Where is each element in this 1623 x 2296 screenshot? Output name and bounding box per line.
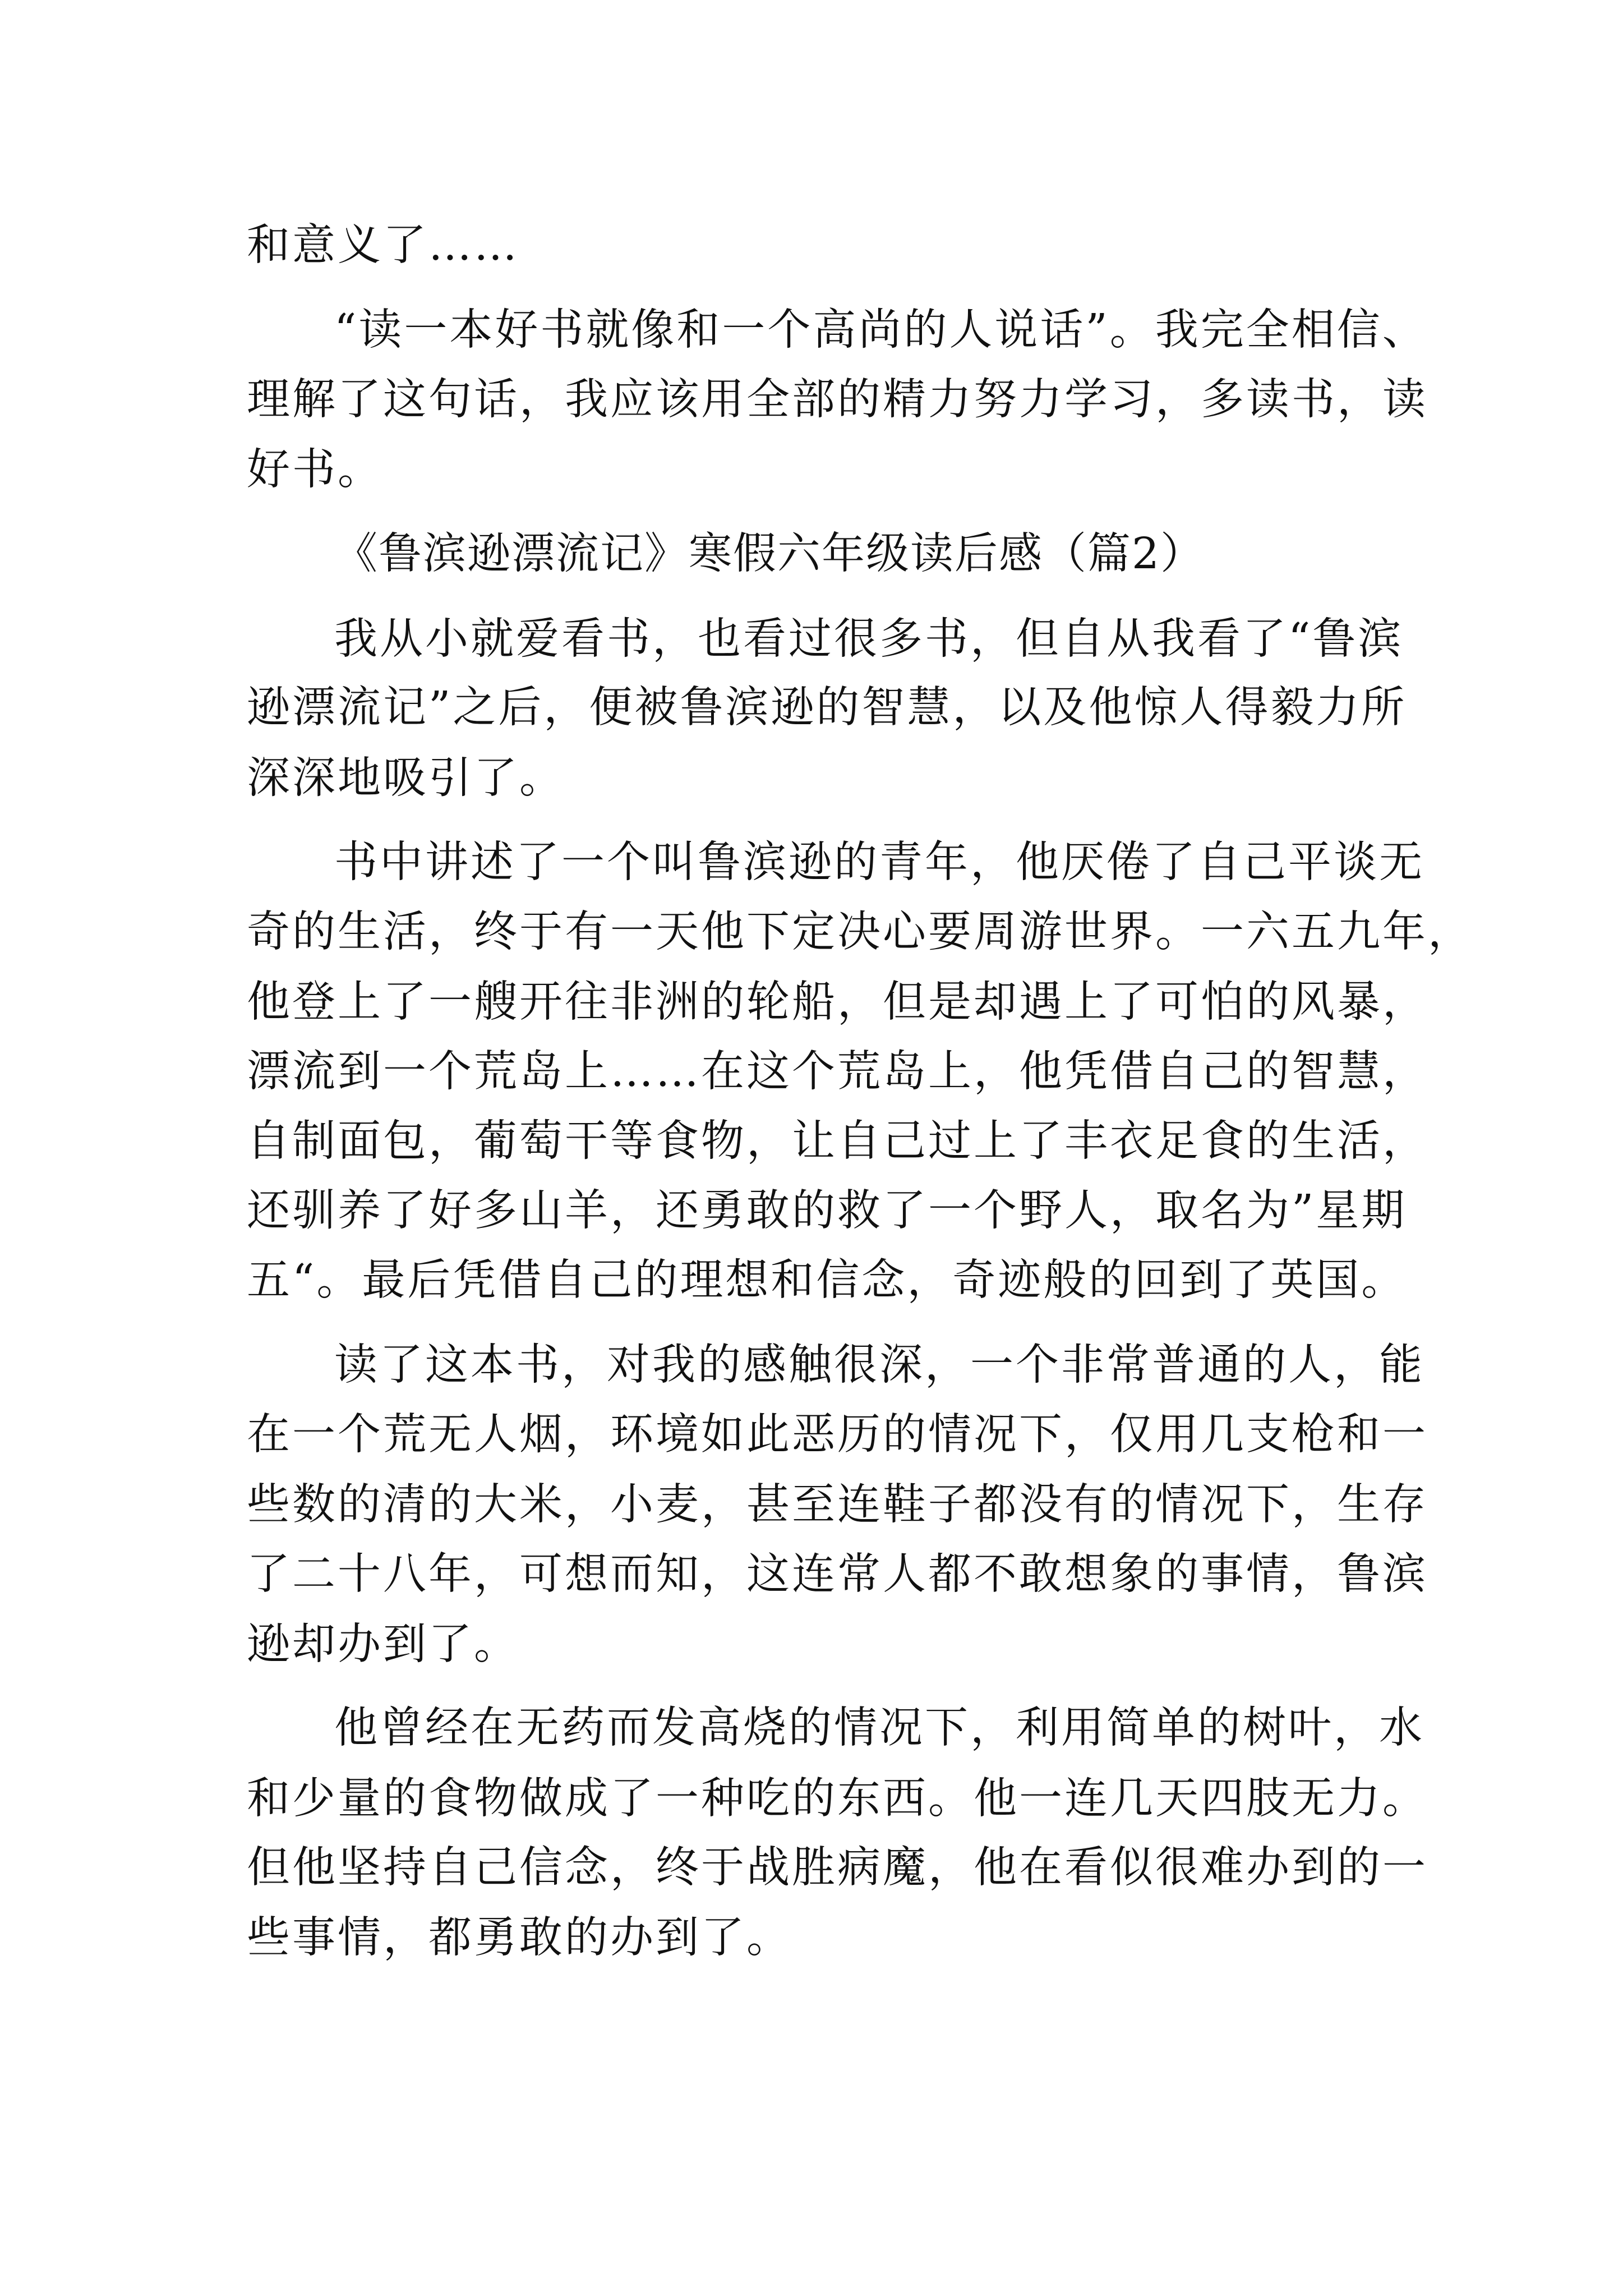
paragraph-line: “读一本好书就像和一个高尚的人说话”。我完全相信、: [334, 305, 1428, 355]
paragraph-line: 逊漂流记”之后，便被鲁滨逊的智慧，以及他惊人得毅力所: [247, 683, 1407, 733]
paragraph-line: 我从小就爱看书，也看过很多书，但自从我看了“鲁滨: [334, 614, 1404, 664]
paragraph-line: 理解了这句话，我应该用全部的精力努力学习，多读书，读: [247, 375, 1428, 425]
paragraph-line: 自制面包，葡萄干等食物，让自己过上了丰衣足食的生活，: [247, 1116, 1428, 1166]
paragraph-line: 了二十八年，可想而知，这连常人都不敢想象的事情，鲁滨: [247, 1549, 1428, 1599]
paragraph-line: 在一个荒无人烟，环境如此恶历的情况下，仅用几支枪和一: [247, 1410, 1428, 1460]
paragraph-line: 奇的生活，终于有一天他下定决心要周游世界。一六五九年，: [247, 907, 1473, 957]
paragraph-line: 他曾经在无药而发高烧的情况下，利用简单的树叶，水: [334, 1703, 1424, 1753]
paragraph-line: 些事情，都勇敢的办到了。: [247, 1913, 792, 1963]
paragraph-line: 和意义了……: [247, 220, 519, 270]
paragraph-line: 书中讲述了一个叫鲁滨逊的青年，他厌倦了自己平谈无: [334, 838, 1424, 887]
paragraph-line: 逊却办到了。: [247, 1619, 519, 1669]
paragraph-line: 和少量的食物做成了一种吃的东西。他一连几天四肢无力。: [247, 1774, 1428, 1824]
paragraph-line: 读了这本书，对我的感触很深，一个非常普通的人，能: [334, 1340, 1424, 1390]
paragraph-line: 还驯养了好多山羊，还勇敢的救了一个野人，取名为”星期: [247, 1186, 1407, 1236]
paragraph-line: 好书。: [247, 445, 383, 495]
paragraph-line: 他登上了一艘开往非洲的轮船，但是却遇上了可怕的风暴，: [247, 977, 1428, 1027]
paragraph-line: 但他坚持自己信念，终于战胜病魔，他在看似很难办到的一: [247, 1843, 1428, 1893]
paragraph-line: 五“。最后凭借自己的理想和信念，奇迹般的回到了英国。: [247, 1255, 1407, 1305]
paragraph-line: 漂流到一个荒岛上……在这个荒岛上，他凭借自己的智慧，: [247, 1047, 1428, 1097]
paragraph-line: 些数的清的大米，小麦，甚至连鞋子都没有的情况下，生存: [247, 1480, 1428, 1530]
paragraph-line: 深深地吸引了。: [247, 753, 565, 803]
essay-heading: 《鲁滨逊漂流记》寒假六年级读后感（篇2）: [334, 529, 1205, 579]
